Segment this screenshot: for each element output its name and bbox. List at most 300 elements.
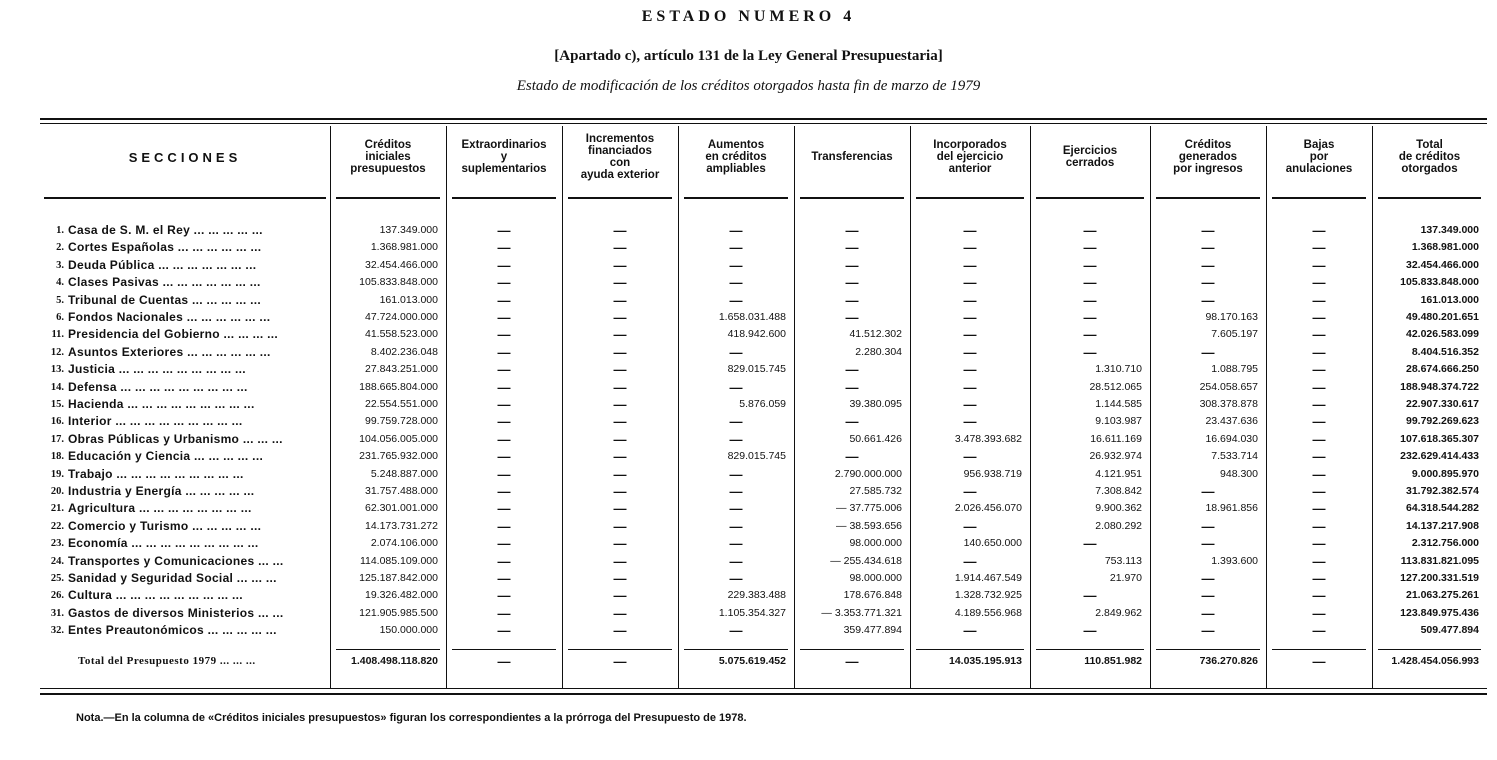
cell-incorporados: 4.189.556.968	[954, 606, 1022, 619]
cell-creditos-iniciales: 121.905.985.500	[359, 606, 438, 619]
cell-aumentos: —	[729, 571, 743, 586]
cell-extraordinarios: —	[497, 223, 511, 238]
total-rule	[800, 649, 904, 650]
cell-aumentos: 418.942.600	[727, 328, 786, 341]
cell-ejercicios-cerrados: 4.121.951	[1095, 467, 1142, 480]
bottom-rule	[40, 693, 1487, 695]
header-underline	[44, 197, 326, 199]
cell-transferencias: —	[845, 240, 859, 256]
cell-aumentos: —	[729, 431, 743, 447]
table-row	[0, 466, 1497, 483]
cell-aumentos: —	[729, 344, 743, 360]
section-number: 31.	[50, 607, 64, 619]
section-name: Clases Pasivas ... ... ... ... ... ... ...	[68, 275, 261, 290]
cell-transferencias: 359.477.894	[843, 624, 902, 637]
cell-creditos-iniciales: 14.173.731.272	[365, 519, 438, 532]
cell-creditos-generados: —	[1201, 344, 1215, 360]
total-ejercicios-cerrados: 110.851.982	[1084, 655, 1142, 667]
cell-bajas: —	[1312, 518, 1326, 534]
section-name: Hacienda ... ... ... ... ... ... ... ... ...	[68, 397, 255, 411]
section-number: 21.	[50, 503, 64, 515]
cell-bajas: —	[1312, 571, 1326, 586]
header-ejercicios-cerrados: Ejercicios cerrados	[1062, 145, 1118, 169]
top-rule-thin	[40, 123, 1487, 124]
section-number: 19.	[50, 468, 64, 480]
cell-creditos-generados: —	[1201, 518, 1215, 534]
section-number: 20.	[50, 486, 64, 497]
total-label: Total del Presupuesto 1979 ... ... ...	[78, 655, 256, 667]
cell-aumentos: —	[729, 466, 743, 482]
table-row	[0, 274, 1497, 291]
header-underline	[684, 197, 788, 199]
section-name: Presidencia del Gobierno ... ... ... ...	[68, 327, 279, 342]
header-underline	[452, 197, 556, 199]
cell-bajas: —	[1312, 501, 1326, 517]
cell-incrementos: —	[613, 623, 627, 639]
cell-ejercicios-cerrados: —	[1083, 223, 1097, 238]
top-rule	[40, 118, 1487, 120]
cell-total: 31.792.382.574	[1406, 485, 1479, 497]
total-aumentos: 5.075.619.452	[718, 655, 786, 667]
cell-ejercicios-cerrados: —	[1083, 623, 1097, 639]
total-rule	[452, 649, 556, 650]
cell-bajas: —	[1312, 623, 1326, 639]
cell-total: 509.477.894	[1420, 624, 1479, 637]
cell-ejercicios-cerrados: —	[1083, 310, 1097, 325]
cell-extraordinarios: —	[497, 518, 511, 534]
table-row	[0, 431, 1497, 448]
cell-extraordinarios: —	[497, 571, 511, 586]
cell-aumentos: 1.658.031.488	[718, 311, 786, 323]
cell-creditos-iniciales: 1.368.981.000	[370, 241, 438, 254]
cell-incorporados: —	[963, 414, 977, 430]
cell-bajas: —	[1312, 240, 1326, 256]
cell-incrementos: —	[613, 605, 627, 621]
header-underline	[1156, 197, 1260, 199]
cell-aumentos: —	[729, 275, 743, 291]
table-row	[0, 483, 1497, 500]
cell-aumentos: —	[729, 518, 743, 534]
cell-bajas: —	[1312, 223, 1326, 238]
cell-creditos-generados: —	[1201, 605, 1215, 621]
section-name: Entes Preautonómicos ... ... ... ... ...	[68, 623, 277, 638]
cell-transferencias: —	[845, 362, 859, 378]
cell-ejercicios-cerrados: 1.310.710	[1095, 363, 1142, 376]
cell-bajas: —	[1312, 397, 1326, 412]
cell-creditos-iniciales: 114.085.109.000	[359, 554, 438, 567]
header-secciones: SECCIONES	[128, 149, 242, 165]
cell-incrementos: —	[613, 431, 627, 447]
section-number: 26.	[50, 590, 64, 602]
cell-transferencias: — 37.775.006	[836, 502, 902, 515]
table-row	[0, 553, 1497, 570]
cell-aumentos: 1.105.354.327	[718, 606, 786, 619]
cell-transferencias: —	[845, 292, 859, 308]
table-row	[0, 605, 1497, 622]
document-description: Estado de modificación de los créditos otorgados hasta fin de marzo de 1979	[516, 78, 981, 94]
cell-creditos-iniciales: 150.000.000	[379, 624, 438, 637]
table-row	[0, 326, 1497, 343]
header-underline	[800, 197, 904, 199]
header-total: Total de créditos otorgados	[1398, 139, 1461, 175]
cell-total: 1.368.981.000	[1411, 241, 1479, 254]
total-rule	[336, 649, 440, 650]
cell-ejercicios-cerrados: 28.512.065	[1089, 380, 1142, 393]
cell-extraordinarios: —	[497, 310, 511, 325]
section-number: 5.	[56, 294, 64, 306]
cell-total: 137.349.000	[1420, 224, 1479, 236]
cell-total: 123.849.975.436	[1400, 606, 1479, 619]
section-name: Interior ... ... ... ... ... ... ... ... ...	[68, 414, 243, 429]
cell-transferencias: 2.790.000.000	[834, 467, 902, 480]
cell-incrementos: —	[613, 571, 627, 586]
cell-creditos-iniciales: 62.301.001.000	[365, 502, 438, 515]
table-row	[0, 622, 1497, 639]
cell-ejercicios-cerrados: —	[1083, 536, 1097, 552]
cell-aumentos: —	[729, 414, 743, 430]
table-row	[0, 309, 1497, 326]
cell-total: 2.312.756.000	[1411, 537, 1479, 550]
section-name: Sanidad y Seguridad Social ... ... ...	[68, 571, 277, 585]
section-number: 15.	[50, 399, 64, 410]
table-row	[0, 292, 1497, 309]
cell-ejercicios-cerrados: 2.080.292	[1095, 519, 1142, 532]
cell-transferencias: 41.512.302	[849, 328, 902, 341]
cell-extraordinarios: —	[497, 257, 511, 273]
section-number: 14.	[50, 381, 64, 393]
section-name: Transportes y Comunicaciones ... ...	[68, 553, 284, 568]
cell-extraordinarios: —	[497, 240, 511, 256]
document-subtitle: [Apartado c), artículo 131 de la Ley General Presupuestaria]	[554, 48, 943, 64]
header-bajas: Bajas por anulaciones	[1285, 139, 1353, 175]
section-name: Defensa ... ... ... ... ... ... ... ... ...	[68, 379, 248, 394]
cell-total: 8.404.516.352	[1411, 345, 1479, 358]
cell-incrementos: —	[613, 501, 627, 517]
cell-incorporados: —	[963, 344, 977, 360]
cell-bajas: —	[1312, 344, 1326, 360]
cell-bajas: —	[1312, 536, 1326, 552]
total-row	[0, 653, 1497, 670]
cell-incorporados: —	[963, 379, 977, 395]
cell-incorporados: —	[963, 484, 977, 499]
cell-extraordinarios: —	[497, 588, 511, 604]
section-name: Tribunal de Cuentas ... ... ... ... ...	[68, 292, 262, 307]
cell-incrementos: —	[613, 588, 627, 604]
cell-total: 32.454.466.000	[1406, 258, 1479, 271]
cell-creditos-generados: 7.533.714	[1211, 450, 1258, 463]
cell-bajas: —	[1312, 257, 1326, 273]
section-name: Asuntos Exteriores ... ... ... ... ... ...	[68, 344, 271, 359]
cell-extraordinarios: —	[497, 362, 511, 378]
cell-total: 28.674.666.250	[1406, 363, 1479, 376]
cell-incorporados: 2.026.456.070	[954, 502, 1022, 515]
cell-extraordinarios: —	[497, 536, 511, 552]
cell-transferencias: 98.000.000	[849, 537, 902, 550]
total-bajas: —	[1312, 654, 1326, 669]
section-name: Cortes Españolas ... ... ... ... ... ...	[68, 240, 262, 255]
cell-transferencias: —	[845, 275, 859, 291]
cell-extraordinarios: —	[497, 275, 511, 291]
cell-incorporados: —	[963, 362, 977, 378]
cell-aumentos: 829.015.745	[727, 450, 786, 463]
cell-incorporados: —	[963, 397, 977, 412]
section-number: 2.	[56, 242, 64, 254]
cell-ejercicios-cerrados: —	[1083, 344, 1097, 360]
cell-creditos-iniciales: 105.833.848.000	[359, 276, 438, 289]
section-name: Fondos Nacionales ... ... ... ... ... ...	[68, 310, 271, 324]
cell-ejercicios-cerrados: 1.144.585	[1095, 398, 1142, 410]
header-underline	[1378, 197, 1481, 199]
cell-creditos-generados: —	[1201, 484, 1215, 499]
table-row	[0, 535, 1497, 552]
footnote: Nota.—En la columna de «Créditos iniciales presupuestos» figuran los correspondientes a la prórroga del Presupuesto de 1978.	[76, 712, 747, 724]
cell-incorporados: —	[963, 327, 977, 343]
section-name: Economía ... ... ... ... ... ... ... ... ...	[68, 536, 259, 551]
header-incrementos: Incrementos financiados con ayuda exterior	[580, 133, 660, 181]
cell-total: 14.137.217.908	[1406, 519, 1479, 532]
cell-creditos-generados: —	[1201, 240, 1215, 256]
cell-aumentos: —	[729, 501, 743, 517]
cell-incrementos: —	[613, 414, 627, 430]
cell-creditos-iniciales: 2.074.106.000	[370, 537, 438, 550]
cell-creditos-iniciales: 99.759.728.000	[365, 415, 438, 428]
section-number: 11.	[51, 329, 64, 341]
section-name: Trabajo ... ... ... ... ... ... ... ... ...	[68, 466, 244, 481]
header-creditos-iniciales: Créditos iniciales presupuestos	[350, 139, 426, 175]
cell-transferencias: 50.661.426	[849, 432, 902, 445]
cell-incrementos: —	[613, 379, 627, 395]
total-rule	[916, 649, 1024, 650]
total-incrementos: —	[613, 654, 627, 669]
cell-creditos-iniciales: 5.248.887.000	[370, 467, 438, 480]
cell-ejercicios-cerrados: 2.849.962	[1095, 606, 1142, 619]
cell-creditos-generados: —	[1201, 536, 1215, 552]
section-number: 3.	[56, 259, 64, 271]
cell-bajas: —	[1312, 484, 1326, 499]
total-rule	[1036, 649, 1144, 650]
cell-incrementos: —	[613, 536, 627, 552]
cell-incorporados: —	[963, 292, 977, 308]
header-aumentos: Aumentos en créditos ampliables	[705, 139, 767, 175]
cell-incrementos: —	[613, 240, 627, 256]
cell-aumentos: —	[729, 536, 743, 552]
cell-creditos-iniciales: 104.056.005.000	[359, 432, 438, 445]
cell-incrementos: —	[613, 292, 627, 308]
cell-total: 42.026.583.099	[1406, 328, 1479, 341]
cell-bajas: —	[1312, 379, 1326, 395]
cell-bajas: —	[1312, 553, 1326, 569]
total-rule	[1156, 649, 1260, 650]
cell-creditos-generados: 254.058.657	[1199, 380, 1258, 393]
cell-incrementos: —	[613, 257, 627, 273]
cell-extraordinarios: —	[497, 379, 511, 395]
cell-aumentos: 5.876.059	[739, 398, 786, 410]
section-name: Gastos de diversos Ministerios ... ...	[68, 605, 284, 620]
total-creditos-generados: 736.270.826	[1199, 655, 1258, 667]
cell-total: 22.907.330.617	[1406, 398, 1479, 410]
cell-total: 161.013.000	[1420, 293, 1479, 306]
cell-incorporados: 140.650.000	[963, 537, 1022, 550]
cell-total: 188.948.374.722	[1400, 380, 1479, 393]
cell-transferencias: 27.585.732	[849, 485, 902, 497]
cell-incorporados: —	[963, 275, 977, 291]
cell-incorporados: —	[963, 518, 977, 534]
header-underline	[1272, 197, 1366, 199]
cell-transferencias: — 255.434.618	[830, 554, 902, 567]
document-title: ESTADO NUMERO 4	[641, 8, 856, 25]
cell-transferencias: 39.380.095	[849, 398, 902, 410]
cell-total: 21.063.275.261	[1406, 589, 1479, 602]
cell-creditos-generados: —	[1201, 275, 1215, 291]
cell-incorporados: —	[963, 553, 977, 569]
cell-transferencias: —	[845, 414, 859, 430]
cell-creditos-iniciales: 27.843.251.000	[365, 363, 438, 376]
cell-creditos-generados: —	[1201, 257, 1215, 273]
cell-incorporados: —	[963, 449, 977, 465]
cell-total: 105.833.848.000	[1400, 276, 1479, 289]
table-row	[0, 379, 1497, 396]
cell-incorporados: 1.328.732.925	[954, 589, 1022, 602]
cell-aumentos: 829.015.745	[727, 363, 786, 376]
cell-transferencias: 2.280.304	[855, 345, 902, 358]
section-number: 22.	[50, 520, 64, 532]
cell-aumentos: —	[729, 240, 743, 256]
section-number: 18.	[50, 451, 64, 463]
header-underline	[916, 197, 1024, 199]
table-row	[0, 413, 1497, 430]
cell-aumentos: 229.383.488	[727, 589, 786, 602]
section-name: Cultura ... ... ... ... ... ... ... ... ...	[68, 588, 243, 603]
table-row	[0, 500, 1497, 517]
header-creditos-generados: Créditos generados por ingresos	[1173, 139, 1243, 175]
cell-ejercicios-cerrados: 7.308.842	[1095, 485, 1142, 497]
section-number: 6.	[56, 312, 64, 323]
cell-extraordinarios: —	[497, 449, 511, 465]
table-row	[0, 448, 1497, 465]
total-transferencias: —	[845, 654, 859, 669]
header-transferencias: Transferencias	[811, 151, 893, 163]
cell-incrementos: —	[613, 275, 627, 291]
cell-bajas: —	[1312, 605, 1326, 621]
cell-incrementos: —	[613, 344, 627, 360]
section-name: Educación y Ciencia ... ... ... ... ...	[68, 449, 264, 464]
total-rule	[684, 649, 788, 650]
header-underline	[336, 197, 440, 199]
cell-aumentos: —	[729, 484, 743, 499]
cell-ejercicios-cerrados: 9.900.362	[1095, 502, 1142, 515]
cell-creditos-iniciales: 161.013.000	[379, 293, 438, 306]
cell-creditos-generados: 98.170.163	[1205, 311, 1258, 323]
cell-transferencias: 178.676.848	[843, 589, 902, 602]
bottom-rule-thin	[40, 688, 1487, 689]
cell-incorporados: 1.914.467.549	[954, 572, 1022, 584]
section-number: 17.	[50, 433, 64, 445]
cell-creditos-generados: 16.694.030	[1205, 432, 1258, 445]
cell-creditos-iniciales: 31.757.488.000	[365, 485, 438, 497]
cell-ejercicios-cerrados: 9.103.987	[1095, 415, 1142, 428]
cell-creditos-generados: —	[1201, 223, 1215, 238]
cell-creditos-generados: —	[1201, 571, 1215, 586]
cell-extraordinarios: —	[497, 431, 511, 447]
cell-transferencias: —	[845, 223, 859, 238]
cell-total: 99.792.269.623	[1406, 415, 1479, 428]
table-row	[0, 344, 1497, 361]
total-extraordinarios: —	[497, 654, 511, 669]
cell-transferencias: —	[845, 449, 859, 465]
cell-aumentos: —	[729, 553, 743, 569]
cell-incrementos: —	[613, 553, 627, 569]
section-number: 4.	[56, 277, 64, 289]
cell-extraordinarios: —	[497, 327, 511, 343]
cell-transferencias: — 38.593.656	[836, 519, 902, 532]
section-number: 23.	[50, 538, 64, 550]
cell-aumentos: —	[729, 223, 743, 238]
cell-incorporados: —	[963, 257, 977, 273]
cell-ejercicios-cerrados: —	[1083, 588, 1097, 604]
cell-ejercicios-cerrados: —	[1083, 275, 1097, 291]
cell-total: 113.831.821.095	[1400, 554, 1479, 567]
cell-incorporados: —	[963, 623, 977, 639]
cell-incrementos: —	[613, 362, 627, 378]
cell-creditos-iniciales: 231.765.932.000	[359, 450, 438, 463]
cell-extraordinarios: —	[497, 484, 511, 499]
section-number: 13.	[50, 364, 64, 376]
cell-creditos-generados: —	[1201, 588, 1215, 604]
total-incorporados: 14.035.195.913	[949, 655, 1022, 667]
cell-transferencias: — 3.353.771.321	[821, 606, 902, 619]
cell-creditos-generados: 1.088.795	[1211, 363, 1258, 376]
cell-extraordinarios: —	[497, 397, 511, 412]
cell-creditos-generados: —	[1201, 292, 1215, 308]
cell-creditos-iniciales: 8.402.236.048	[370, 345, 438, 358]
table-row	[0, 518, 1497, 535]
cell-ejercicios-cerrados: 16.611.169	[1090, 432, 1142, 445]
cell-extraordinarios: —	[497, 623, 511, 639]
cell-total: 107.618.365.307	[1400, 432, 1479, 445]
cell-creditos-iniciales: 32.454.466.000	[365, 258, 438, 271]
cell-transferencias: —	[845, 379, 859, 395]
table-row	[0, 396, 1497, 413]
cell-ejercicios-cerrados: —	[1083, 257, 1097, 273]
cell-ejercicios-cerrados: 26.932.974	[1089, 450, 1142, 463]
cell-bajas: —	[1312, 327, 1326, 343]
section-number: 25.	[50, 573, 64, 584]
cell-incrementos: —	[613, 310, 627, 325]
cell-creditos-iniciales: 41.558.523.000	[365, 328, 438, 341]
cell-creditos-iniciales: 19.326.482.000	[365, 589, 438, 602]
total-rule	[1378, 649, 1481, 650]
cell-ejercicios-cerrados: 753.113	[1104, 554, 1142, 567]
cell-incrementos: —	[613, 466, 627, 482]
section-number: 16.	[50, 416, 64, 428]
cell-incrementos: —	[613, 223, 627, 238]
cell-creditos-iniciales: 47.724.000.000	[365, 311, 438, 323]
cell-aumentos: —	[729, 379, 743, 395]
cell-creditos-iniciales: 22.554.551.000	[365, 398, 438, 410]
cell-transferencias: —	[845, 310, 859, 325]
cell-bajas: —	[1312, 466, 1326, 482]
cell-extraordinarios: —	[497, 292, 511, 308]
total-creditos-iniciales: 1.408.498.118.820	[350, 655, 438, 667]
cell-bajas: —	[1312, 362, 1326, 378]
cell-creditos-generados: 7.605.197	[1211, 328, 1258, 341]
cell-bajas: —	[1312, 292, 1326, 308]
cell-ejercicios-cerrados: 21.970	[1109, 572, 1142, 584]
cell-transferencias: —	[845, 257, 859, 273]
section-number: 32.	[50, 625, 64, 637]
cell-ejercicios-cerrados: —	[1083, 292, 1097, 308]
header-underline	[568, 197, 672, 199]
